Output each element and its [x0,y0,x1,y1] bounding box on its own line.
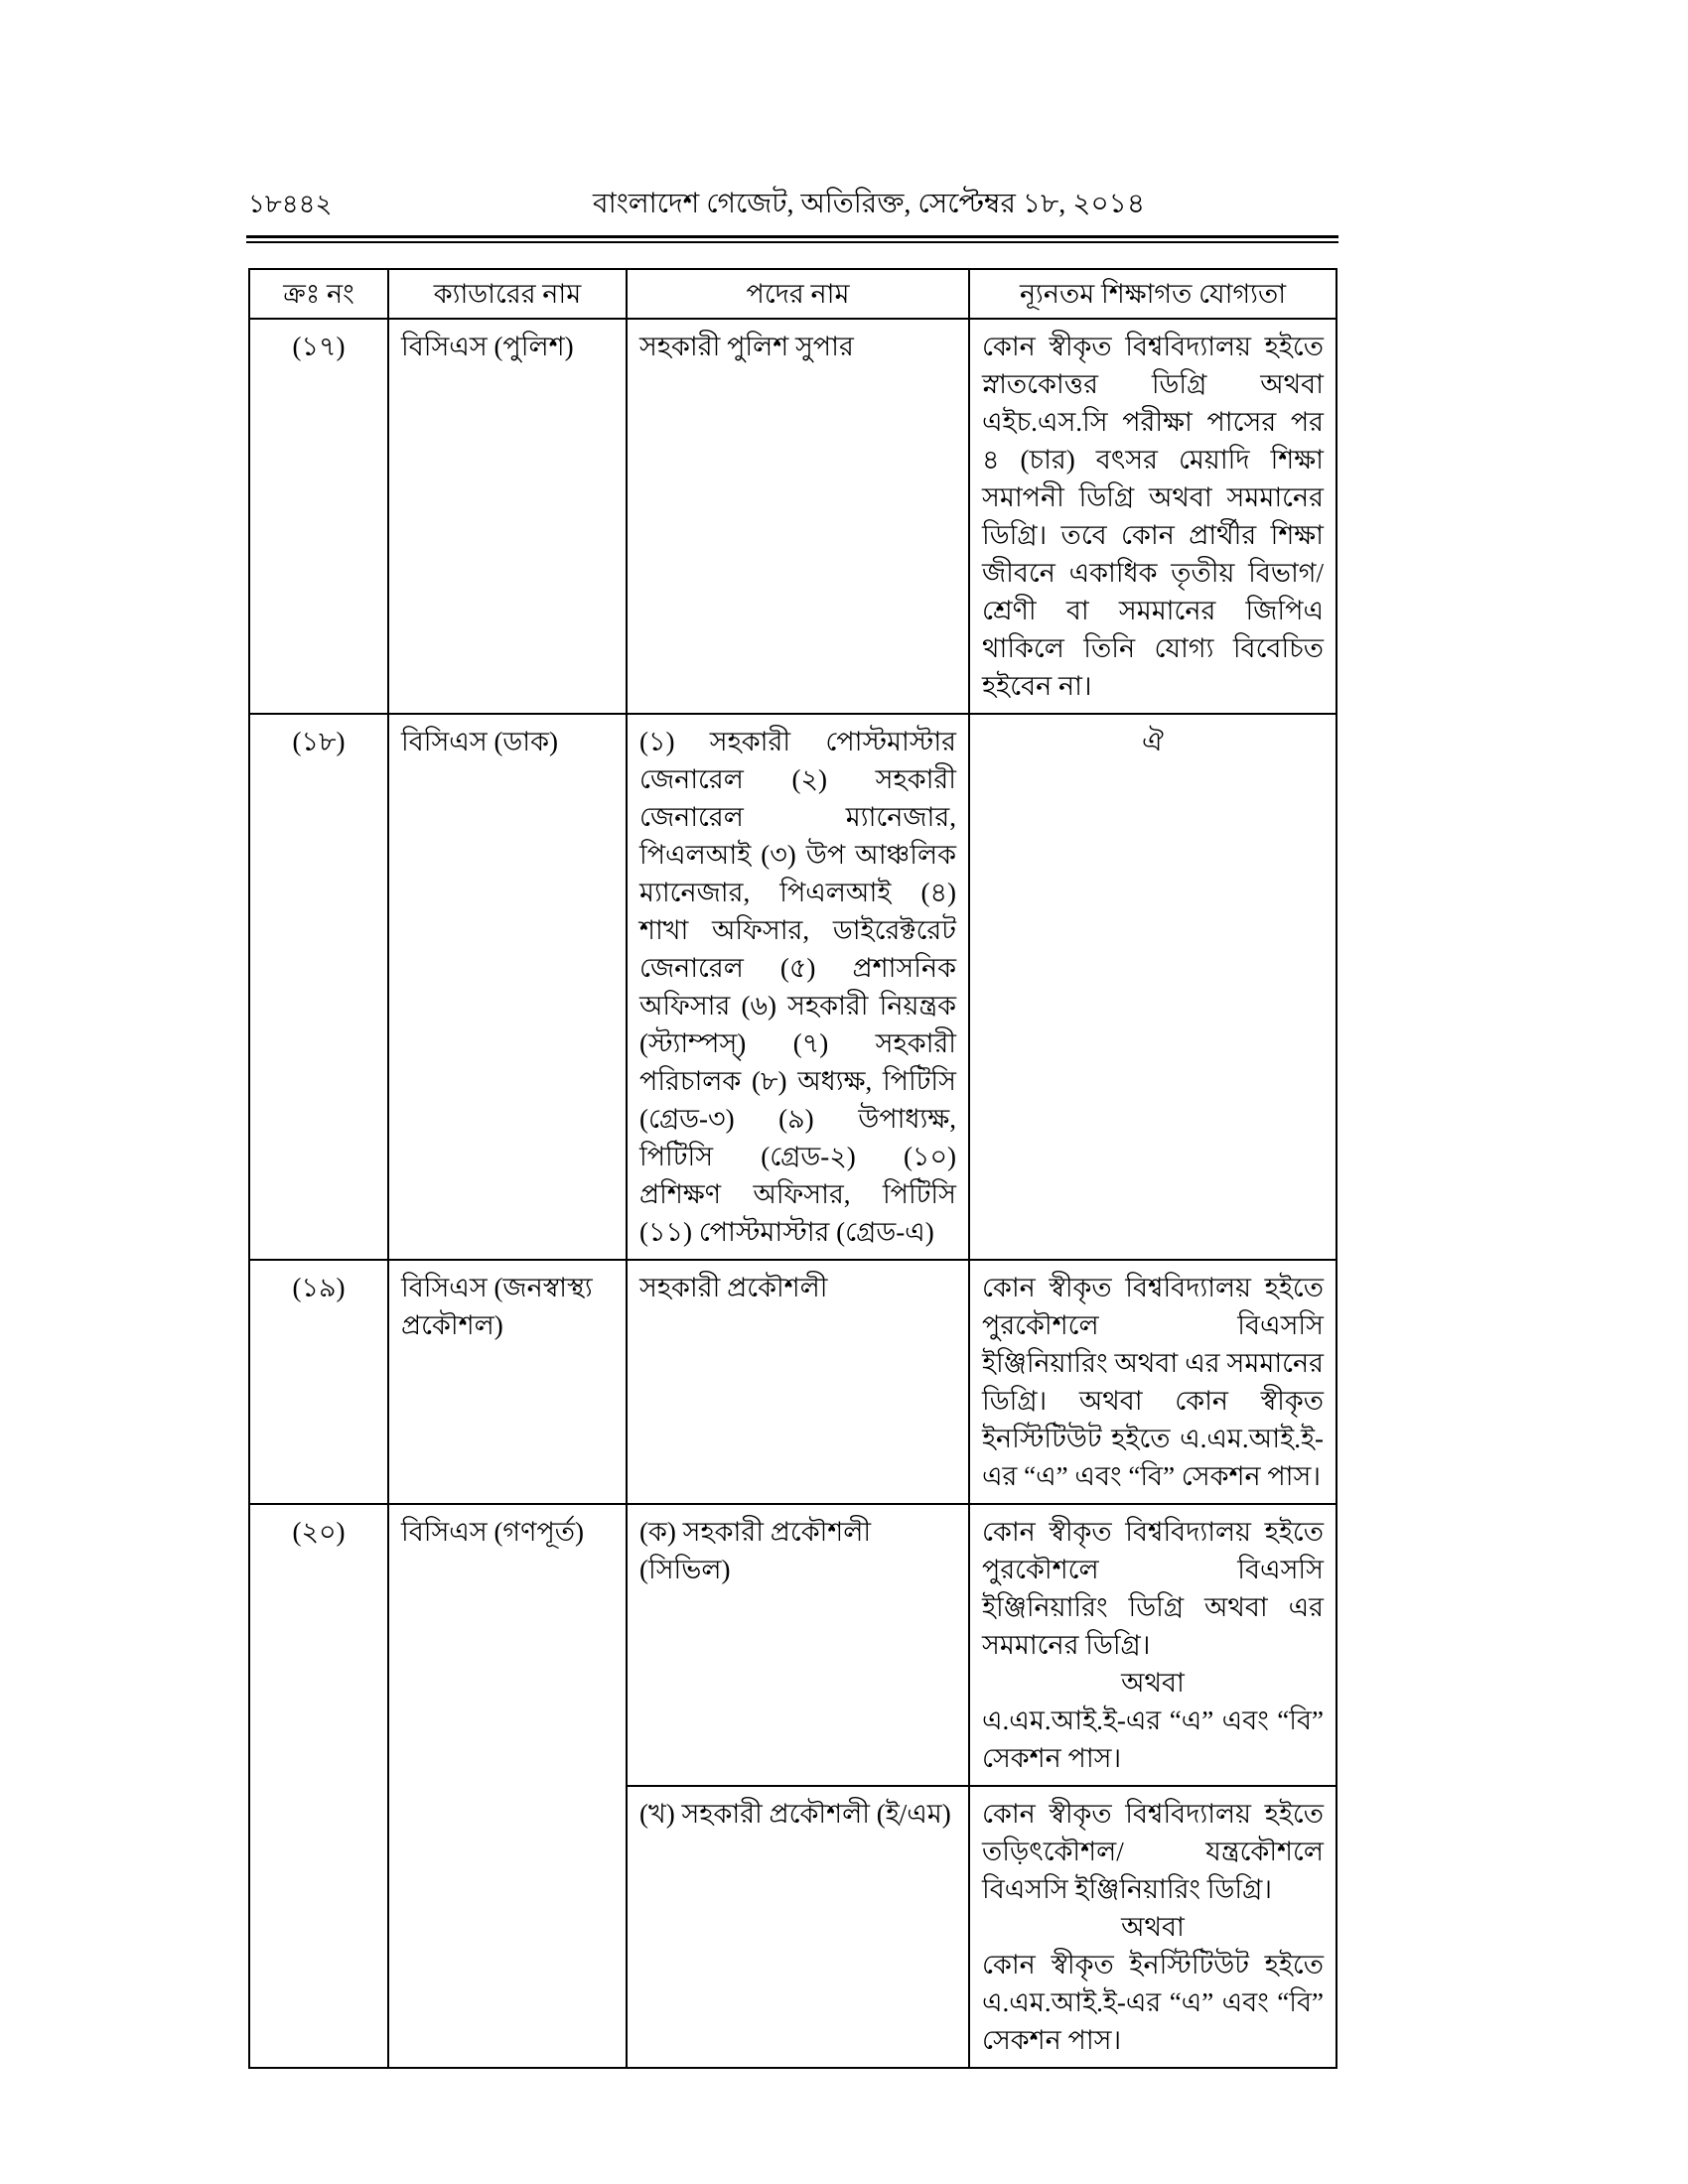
header-qualification: ন্যূনতম শিক্ষাগত যোগ্যতা [969,269,1336,319]
row-20a-qualification [969,1504,1336,1786]
row-17-serial: (১৭) [249,319,388,714]
row-20b-qualification [969,1786,1336,2068]
header-serial: ক্রঃ নং [249,269,388,319]
row-17-post: সহকারী পুলিশ সুপার [627,319,969,714]
row-20a-qual-or: অথবা [1121,1668,1185,1698]
row-19-cadre: বিসিএস (জনস্বাস্থ্য প্রকৌশল) [388,1260,627,1504]
row-20a-qual-part2: এ.এম.আই.ই-এর “এ” এবং “বি” সেকশন পাস। [982,1706,1324,1773]
row-17-qualification: কোন স্বীকৃত বিশ্ববিদ্যালয় হইতে স্নাতকোত্তর ডিগ্রি অথবা এইচ.এস.সি পরীক্ষা পাসের পর ৪ (চার) বৎসর মেয়াদি শিক্ষা সমাপনী ডিগ্রি অথবা সমমানের ডিগ্রি। তবে কোন প্রার্থীর শিক্ষা জীবনে একাধিক তৃতীয় বিভাগ/শ্রেণী বা সমমানের জিপিএ থাকিলে তিনি যোগ্য বিবেচিত হইবেন না। [969,319,1336,714]
row-18-qualification-ditto: ঐ [969,714,1336,1260]
row-20b-qual-part1: কোন স্বীকৃত বিশ্ববিদ্যালয় হইতে তড়িৎকৌশল/ যন্ত্রকৌশলে বিএসসি ইঞ্জিনিয়ারিং ডিগ্রি। [982,1799,1324,1904]
row-19-serial: (১৯) [249,1260,388,1504]
row-18-cadre: বিসিএস (ডাক) [388,714,627,1260]
row-18-post: (১) সহকারী পোস্টমাস্টার জেনারেল (২) সহকারী জেনারেল ম্যানেজার, পিএলআই (৩) উপ আঞ্চলিক ম্যানেজার, পিএলআই (৪) শাখা অফিসার, ডাইরেক্টরেট জেনারেল (৫) প্রশাসনিক অফিসার (৬) সহকারী নিয়ন্ত্রক (স্ট্যাম্পস্) (৭) সহকারী পরিচালক (৮) অধ্যক্ষ, পিটিসি (গ্রেড-৩) (৯) উপাধ্যক্ষ, পিটিসি (গ্রেড-২) (১০) প্রশিক্ষণ অফিসার, পিটিসি (১১) পোস্টমাস্টার (গ্রেড-এ) [627,714,969,1260]
row-20b-post: (খ) সহকারী প্রকৌশলী (ই/এম) [627,1786,969,2068]
row-20-cadre: বিসিএস (গণপূর্ত) [388,1504,627,2068]
page-header [248,182,1340,228]
header-post: পদের নাম [627,269,969,319]
row-17-cadre: বিসিএস (পুলিশ) [388,319,627,714]
row-18-serial: (১৮) [249,714,388,1260]
row-20a-post: (ক) সহকারী প্রকৌশলী (সিভিল) [627,1504,969,1786]
header-divider [246,235,1338,243]
table-row-18 [249,714,1336,1260]
row-20a-qual-part1: কোন স্বীকৃত বিশ্ববিদ্যালয় হইতে পুরকৌশলে বিএসসি ইঞ্জিনিয়ারিং ডিগ্রি অথবা এর সমমানের ডিগ্রি। [982,1517,1324,1660]
header-cadre: ক্যাডারের নাম [388,269,627,319]
gazette-title: বাংলাদেশ গেজেট, অতিরিক্ত, সেপ্টেম্বর ১৮, ২০১৪ [592,189,1146,219]
row-19-post: সহকারী প্রকৌশলী [627,1260,969,1504]
row-20-serial: (২০) [249,1504,388,2068]
qualification-table [248,268,1337,2069]
row-20b-qual-or: অথবা [1121,1912,1185,1942]
table-row-17 [249,319,1336,714]
row-20b-qual-part2: কোন স্বীকৃত ইনস্টিটিউট হইতে এ.এম.আই.ই-এর “এ” এবং “বি” সেকশন পাস। [982,1950,1324,2055]
table-row-19 [249,1260,1336,1504]
page-number: ১৮৪৪২ [248,190,333,218]
table-header-row [249,269,1336,319]
row-19-qualification: কোন স্বীকৃত বিশ্ববিদ্যালয় হইতে পুরকৌশলে বিএসসি ইঞ্জিনিয়ারিং অথবা এর সমমানের ডিগ্রি। অথবা কোন স্বীকৃত ইনস্টিটিউট হইতে এ.এম.আই.ই-এর “এ” এবং “বি” সেকশন পাস। [969,1260,1336,1504]
table-row-20a [249,1504,1336,1786]
